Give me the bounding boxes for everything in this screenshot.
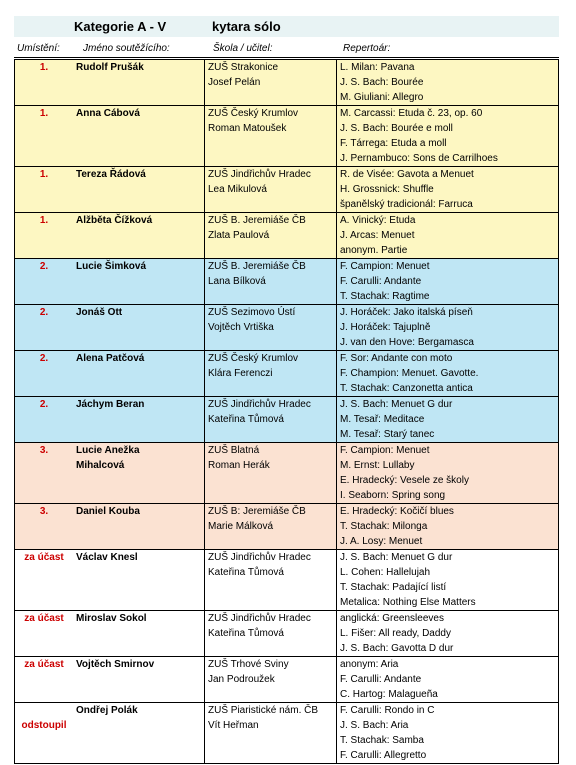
school-teacher-cell [205,351,337,397]
placement-label: 2. [39,307,49,318]
placement-cell [15,259,74,305]
school-teacher-line: Lana Bílková [208,276,266,287]
repertoire-item: T. Stachak: Padající listí [340,582,447,593]
repertoire-item: T. Stachak: Samba [340,735,424,746]
table-row [15,657,559,703]
school-teacher-cell [205,703,337,764]
placement-cell [15,351,74,397]
placement-label: 2. [39,261,49,272]
competitor-name: Tereza Řádová [76,169,146,180]
school-teacher-line: ZUŠ Trhové Sviny [208,659,289,670]
repertoire-item: L. Fišer: All ready, Daddy [340,628,451,639]
placement-label: 2. [39,353,49,364]
repertoire-item: A. Vinický: Etuda [340,215,416,226]
repertoire-item: R. de Visée: Gavota a Menuet [340,169,474,180]
placement-cell [15,504,74,550]
table-row [15,167,559,213]
repertoire-cell [337,60,559,106]
repertoire-item: M. Giuliani: Allegro [340,92,424,103]
competitor-name-cell [73,397,205,443]
competitor-name-cell [73,213,205,259]
repertoire-item: J. A. Losy: Menuet [340,536,423,547]
repertoire-cell [337,167,559,213]
placement-label: 1. [39,108,49,119]
repertoire-item: F. Campion: Menuet [340,445,430,456]
school-teacher-cell [205,550,337,611]
school-teacher-line: Klára Ferenczi [208,368,273,379]
repertoire-item: M. Ernst: Lullaby [340,460,415,471]
school-teacher-line: Kateřina Tůmová [208,414,284,425]
placement-cell [15,167,74,213]
table-row [15,213,559,259]
placement-label: 2. [39,399,49,410]
placement-cell [15,550,74,611]
school-teacher-line: ZUŠ Sezimovo Ústí [208,307,296,318]
results-table [14,59,559,764]
repertoire-cell [337,305,559,351]
repertoire-item: E. Hradecký: Kočičí blues [340,506,454,517]
repertoire-item: J. S. Bach: Bourée [340,77,424,88]
competitor-name-cell [73,351,205,397]
repertoire-item: J. Arcas: Menuet [340,230,415,241]
school-teacher-line: ZUŠ Blatná [208,445,260,456]
school-teacher-line: Kateřina Tůmová [208,567,284,578]
school-teacher-line: Marie Málková [208,521,274,532]
placement-label: 3. [39,445,49,456]
repertoire-cell [337,351,559,397]
placement-label: 1. [39,215,49,226]
school-teacher-line: ZUŠ Jindřichův Hradec [208,169,311,180]
placement-label: 1. [39,169,49,180]
school-teacher-cell [205,657,337,703]
table-row [15,504,559,550]
school-teacher-line: Josef Pelán [208,77,261,88]
repertoire-item: L. Cohen: Hallelujah [340,567,431,578]
header-place: Umístění: [17,43,60,54]
competitor-name: Lucie Šimková [76,261,147,272]
repertoire-cell [337,397,559,443]
table-row [15,259,559,305]
school-teacher-line: ZUŠ Český Krumlov [208,353,299,364]
placement-cell [15,611,74,657]
repertoire-cell [337,657,559,703]
repertoire-item: anonym. Partie [340,245,408,256]
header-school: Škola / učitel: [213,43,273,54]
placement-label: odstoupil [21,720,67,731]
table-row [15,106,559,167]
repertoire-item: anglická: Greensleeves [340,613,444,624]
school-teacher-cell [205,167,337,213]
repertoire-item: F. Carulli: Allegretto [340,750,427,761]
repertoire-item: J. S. Bach: Bourée e moll [340,123,453,134]
placement-cell [15,213,74,259]
competitor-name: Lucie Anežka [76,445,140,456]
competitor-name-cell [73,657,205,703]
repertoire-item: M. Carcassi: Etuda č. 23, op. 60 [340,108,483,119]
table-row [15,611,559,657]
school-teacher-cell [205,305,337,351]
school-teacher-cell [205,60,337,106]
repertoire-item: M. Tesař: Starý tanec [340,429,435,440]
table-row [15,351,559,397]
competitor-name: Jonáš Ott [76,307,123,318]
repertoire-cell [337,703,559,764]
placement-label: 3. [39,506,49,517]
competitor-name: Jáchym Beran [76,399,145,410]
competitor-name-cell [73,611,205,657]
repertoire-item: J. Horáček: Tajuplně [340,322,431,333]
competitor-name: Mihalcová [76,460,125,471]
school-teacher-cell [205,213,337,259]
competitor-name-cell [73,550,205,611]
school-teacher-line: Vojtěch Vrtiška [208,322,274,333]
discipline-title: kytara sólo [212,19,281,34]
repertoire-item: J. Horáček: Jako italská píseň [340,307,473,318]
school-teacher-line: ZUŠ Jindřichův Hradec [208,399,311,410]
repertoire-item: T. Stachak: Milonga [340,521,428,532]
category-title: Kategorie A - V [74,19,167,34]
repertoire-item: F. Tárrega: Etuda a moll [340,138,447,149]
competitor-name-cell [73,504,205,550]
table-row [15,443,559,504]
repertoire-item: F. Carulli: Rondo in C [340,705,435,716]
school-teacher-line: ZUŠ B. Jeremiáše ČB [208,261,306,272]
competitor-name-cell [73,259,205,305]
repertoire-item: M. Tesař: Meditace [340,414,425,425]
school-teacher-line: ZUŠ B: Jeremiáše ČB [208,506,306,517]
school-teacher-cell [205,259,337,305]
placement-cell [15,443,74,504]
placement-label: za účast [24,552,64,563]
repertoire-item: C. Hartog: Malagueña [340,689,438,700]
repertoire-item: F. Carulli: Andante [340,674,422,685]
repertoire-item: F. Carulli: Andante [340,276,422,287]
repertoire-item: J. Pernambuco: Sons de Carrilhoes [340,153,498,164]
school-teacher-cell [205,397,337,443]
competitor-name: Vojtěch Smirnov [76,659,155,670]
repertoire-cell [337,259,559,305]
table-row [15,60,559,106]
repertoire-item: I. Seaborn: Spring song [340,490,446,501]
table-row [15,397,559,443]
competitor-name-cell [73,703,205,764]
placement-cell [15,657,74,703]
repertoire-item: španělský tradicionál: Farruca [340,199,473,210]
school-teacher-line: Vít Heřman [208,720,259,731]
school-teacher-line: ZUŠ Piaristické nám. ČB [208,705,319,716]
placement-label: za účast [24,613,64,624]
placement-cell [15,397,74,443]
header-repertoire: Repertoár: [343,43,391,54]
repertoire-cell [337,504,559,550]
placement-cell [15,703,74,764]
table-row [15,703,559,764]
placement-label: 1. [39,62,49,73]
school-teacher-line: ZUŠ Strakonice [208,62,279,73]
school-teacher-line: ZUŠ Jindřichův Hradec [208,613,311,624]
repertoire-item: J. S. Bach: Aria [340,720,409,731]
repertoire-item: J. S. Bach: Menuet G dur [340,399,453,410]
header-divider [14,57,559,58]
header-name: Jméno soutěžícího: [83,43,170,54]
school-teacher-line: Roman Herák [208,460,270,471]
repertoire-cell [337,443,559,504]
repertoire-cell [337,550,559,611]
competitor-name-cell [73,305,205,351]
repertoire-cell [337,611,559,657]
school-teacher-cell [205,106,337,167]
repertoire-item: anonym: Aria [340,659,399,670]
competitor-name: Ondřej Polák [76,705,138,716]
repertoire-item: E. Hradecký: Vesele ze školy [340,475,469,486]
school-teacher-line: Lea Mikulová [208,184,267,195]
repertoire-item: T. Stachak: Ragtime [340,291,430,302]
placement-cell [15,305,74,351]
repertoire-cell [337,106,559,167]
table-row [15,305,559,351]
repertoire-item: J. S. Bach: Menuet G dur [340,552,453,563]
repertoire-cell [337,213,559,259]
placement-cell [15,106,74,167]
competitor-name-cell [73,443,205,504]
repertoire-item: H. Grossnick: Shuffle [340,184,434,195]
competitor-name: Anna Cábová [76,108,140,119]
school-teacher-line: ZUŠ B. Jeremiáše ČB [208,215,306,226]
competitor-name: Alena Patčová [76,353,145,364]
school-teacher-cell [205,443,337,504]
competitor-name-cell [73,106,205,167]
school-teacher-cell [205,504,337,550]
repertoire-item: J. S. Bach: Gavotta D dur [340,643,454,654]
school-teacher-line: Zlata Paulová [208,230,270,241]
repertoire-item: J. van den Hove: Bergamasca [340,337,474,348]
competitor-name-cell [73,60,205,106]
school-teacher-line: ZUŠ Český Krumlov [208,108,299,119]
competitor-name: Daniel Kouba [76,506,140,517]
repertoire-item: F. Sor: Andante con moto [340,353,453,364]
repertoire-item: L. Milan: Pavana [340,62,415,73]
school-teacher-line: Roman Matoušek [208,123,287,134]
placement-cell [15,60,74,106]
school-teacher-line: Kateřina Tůmová [208,628,284,639]
school-teacher-line: ZUŠ Jindřichův Hradec [208,552,311,563]
competitor-name: Rudolf Prušák [76,62,144,73]
competitor-name: Václav Knesl [76,552,138,563]
repertoire-item: F. Champion: Menuet. Gavotte. [340,368,479,379]
school-teacher-line: Jan Podroužek [208,674,275,685]
competitor-name: Miroslav Sokol [76,613,147,624]
placement-label: za účast [24,659,64,670]
repertoire-item: Metalica: Nothing Else Matters [340,597,476,608]
table-row [15,550,559,611]
competitor-name: Alžběta Čížková [76,215,153,226]
school-teacher-cell [205,611,337,657]
competitor-name-cell [73,167,205,213]
repertoire-item: T. Stachak: Canzonetta antica [340,383,473,394]
repertoire-item: F. Campion: Menuet [340,261,430,272]
